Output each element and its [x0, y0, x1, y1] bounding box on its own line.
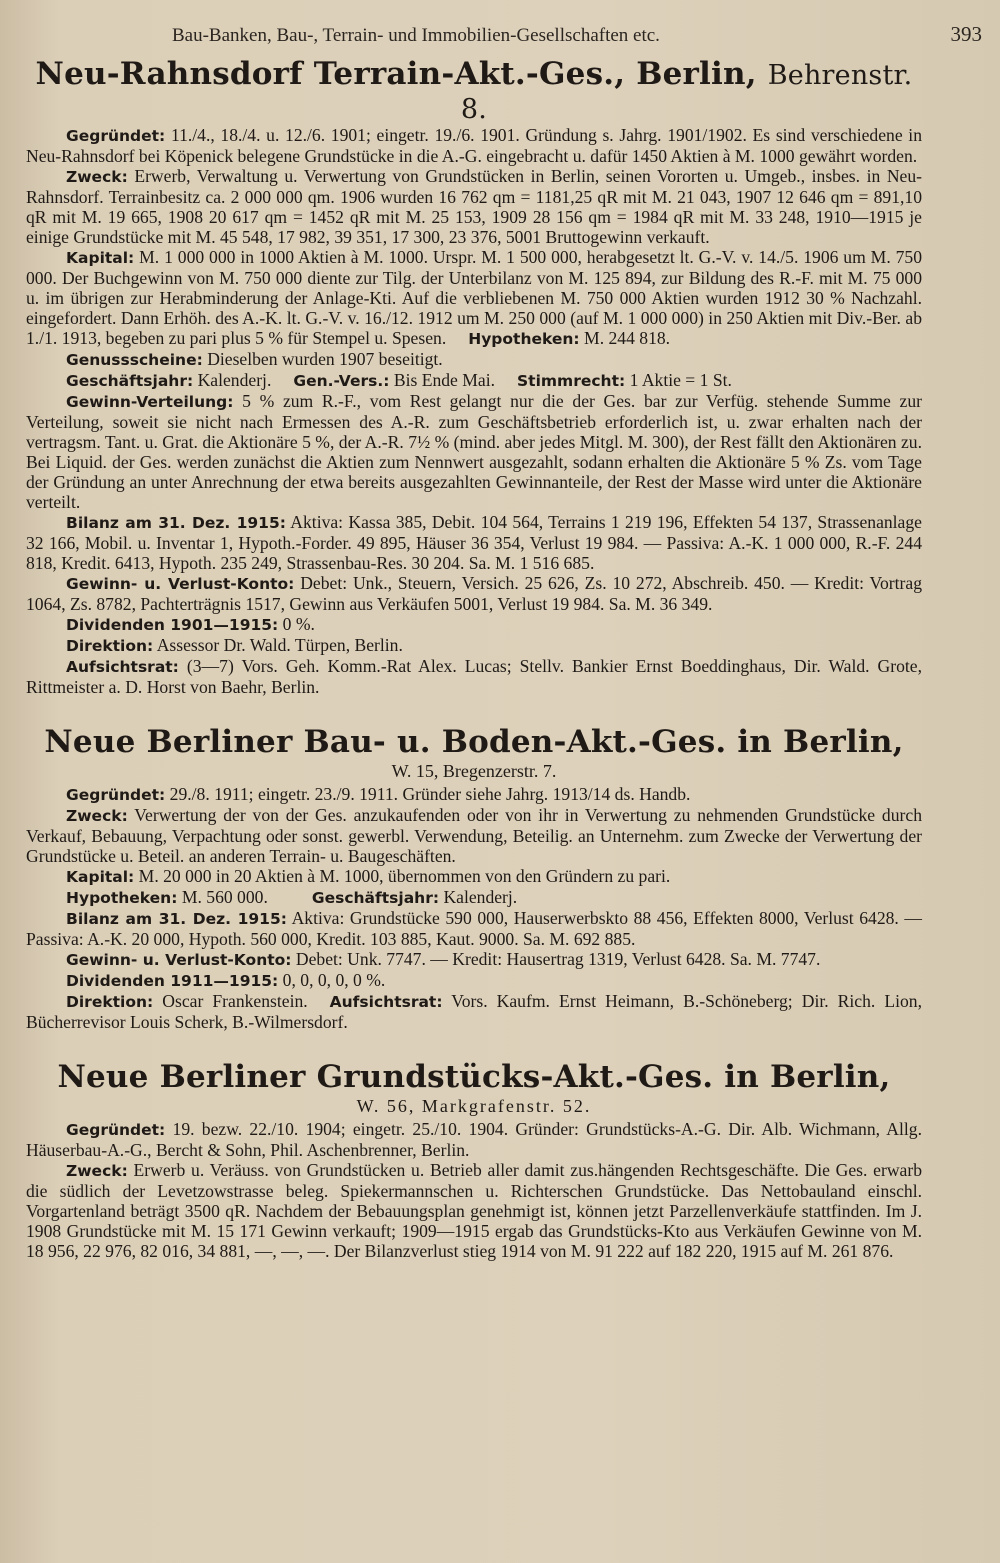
running-header-title: Bau-Banken, Bau-, Terrain- und Immobilien-Gesellschaften etc. [172, 25, 660, 46]
row-label: Kapital: [66, 249, 135, 268]
row-label: Hypotheken: [468, 330, 580, 349]
row-text: M. 20 000 in 20 Aktien à M. 1000, übernommen von den Gründern zu pari. [138, 866, 671, 887]
row-label: Stimmrecht: [517, 372, 626, 391]
row-text: Erwerb, Verwaltung u. Verwertung von Grundstücken in Berlin, seinen Vororten u. Umgeb., insbes. in Neu-Rahnsdorf. Terrainbesitz ca. 2 000 000 qm. 1906 wurden 16 762 qm = 1181,25 qR mit M. 21 043, 1907 12 646 qm = 891,10 qR mit M. 19 665, 1908 20 617 qm = 1452 qR mit M. 25 153, 1909 28 156 qm = 1984 qR mit M. 33 248, 1910—1915 je einige Grundstücke mit M. 45 548, 17 982, 39 351, 17 300, 23 376, 5001 Bruttogewinn verkauft. [26, 166, 922, 248]
row-label: Dividenden 1901—1915: [66, 616, 279, 635]
company-title-address: Behrenstr. 8. [460, 60, 913, 126]
row-label: Geschäftsjahr: [311, 889, 440, 908]
company-title: Neue Berliner Grundstücks-Akt.-Ges. in Berlin, [57, 1059, 891, 1096]
entry-row [26, 970, 922, 991]
row-text: 11./4., 18./4. u. 12./6. 1901; eingetr. 19./6. 1901. Gründung s. Jahrg. 1901/1902. Es sind verschiedene in Neu-Rahnsdorf bei Köpenick belegene Grundstücke in die A.-G. eingebracht u. dafür 1450 Aktien à M. 1000 gewährt worden. [26, 125, 922, 167]
entry-row [26, 1119, 922, 1160]
entry-row [26, 991, 922, 1032]
entry-row [26, 866, 922, 887]
row-label: Zweck: [66, 807, 128, 826]
row-text: (3—7) Vors. Geh. Komm.-Rat Alex. Lucas; Stellv. Bankier Ernst Boeddinghaus, Dir. Wald. Grote, Rittmeister a. D. Horst von Baehr, Berlin. [26, 656, 922, 698]
row-text: 5 % zum R.-F., vom Rest gelangt nur die der Ges. bar zur Verfüg. stehende Summe zur Verteilung, soweit sie nicht nach Ermessen des A.-R. zum Geschäftsbetrieb erforderlich ist, u. zwar erhalten nach der vertragsm. Tant. u. Grat. die Aktionäre 5 %, der A.-R. 7½ % (mind. aber jedes Mitgl. M. 300), der Rest fällt den Aktionären zu. Bei Liquid. der Ges. werden zunächst die Aktien zum Nennwert ausgezahlt, sodann erhalten die Aktionäre 5 % Zs. vom Tage der Gründung an unter Anrechnung der etwa bereits ausgezahlten Gewinnanteile, der Rest der Masse wird unter die Aktionäre verteilt. [26, 391, 922, 513]
entry-row [26, 125, 922, 166]
row-label: Hypotheken: [66, 889, 178, 908]
row-label: Kapital: [66, 868, 135, 887]
row-label: Gegründet: [66, 786, 166, 805]
page-number: 393 [950, 22, 982, 46]
row-text: Erwerb u. Veräuss. von Grundstücken u. Betrieb aller damit zus.hängenden Rechtsgeschäfte. Die Ges. erwarb die südlich der Levetzowstrasse beleg. Spiekermannschen u. Richterschen Grundstücke. Das Nettobauland einschl. Vorgartenland beträgt 3500 qR. Nachdem der Bebauungsplan genehmigt ist, können jetzt Parzellenverkäufe stattfinden. Im J. 1908 Grundstücke mit M. 15 171 Gewinn verkauft; 1909—1915 ergab das Grundstücks-Kto aus Verkäufen Gewinne von M. 18 956, 22 976, 82 016, 34 881, —, —, —. Der Bilanzverlust stieg 1914 von M. 91 222 auf 182 220, 1915 auf M. 261 876. [26, 1160, 923, 1262]
entry-row [26, 887, 922, 908]
row-text: Dieselben wurden 1907 beseitigt. [207, 349, 443, 370]
row-text: Debet: Unk. 7747. — Kredit: Hausertrag 1319, Verlust 6428. Sa. M. 7747. [295, 949, 821, 970]
row-text: Aktiva: Kassa 385, Debit. 104 564, Terrains 1 219 196, Effekten 54 137, Strassenanlage 32 166, Mobil. u. Inventar 1, Hypoth.-Forder. 49 895, Häuser 36 354, Verlust 19 984. — Passiva: A.-K. 1 000 000, R.-F. 244 818, Kredit. 6413, Hypoth. 235 249, Strassenbau-Res. 30 204. Sa. M. 1 516 685. [26, 512, 922, 574]
row-text: M. 560 000. [181, 887, 268, 908]
row-text: 0, 0, 0, 0, 0 %. [282, 970, 386, 991]
row-label: Bilanz am 31. Dez. 1915: [66, 514, 286, 533]
row-label: Geschäftsjahr: [66, 372, 194, 391]
row-label: Direktion: [66, 993, 154, 1012]
row-label: Dividenden 1911—1915: [66, 972, 279, 991]
company-title: Neu-Rahnsdorf Terrain-Akt.-Ges., Berlin, Behrenstr. 8. [35, 56, 913, 126]
row-text: Verwertung der von der Ges. anzukaufenden oder von ihr in Verwertung zu nehmenden Grundstücke durch Verkauf, Bebauung, Verpachtung oder sonst. gewerbl. Verwendung, Beteilig. an Unternehm. zum Zwecke der Verwertung der Grundstücke u. Beteil. an anderen Terrain- u. Baugeschäften. [26, 805, 922, 867]
row-text: Assessor Dr. Wald. Türpen, Berlin. [156, 635, 403, 656]
entry-row [26, 656, 922, 697]
row-text: Bis Ende Mai. [393, 370, 495, 391]
row-text: M. 244 818. [584, 328, 671, 349]
entry-row [26, 512, 922, 573]
row-label: Zweck: [66, 1162, 128, 1181]
row-text: Debet: Unk., Steuern, Versich. 25 626, Zs. 10 272, Abschreib. 450. — Kredit: Vortrag 1064, Zs. 8782, Pachterträgnis 1517, Gewinn aus Verkäufen 5001, Verlust 19 984. Sa. M. 36 349. [26, 573, 922, 615]
row-text: 1 Aktie = 1 St. [629, 370, 732, 391]
row-text: Oscar Frankenstein. [162, 991, 308, 1012]
row-text: Kalenderj. [443, 887, 518, 908]
entry-row [26, 349, 922, 370]
row-text: M. 1 000 000 in 1000 Aktien à M. 1000. Urspr. M. 1 500 000, herabgesetzt lt. G.-V. v. 14./5. 1906 um M. 750 000. Der Buchgewinn von M. 750 000 diente zur Tilg. der Unterbilanz von M. 125 894, zur Bildung des R.-F. mit M. 75 000 u. im übrigen zur Herabminderung der Anlage-Kti. Auf die verbliebenen M. 750 000 Aktien wurden 1912 30 % Nachzahl. eingefordert. Dann Erhöh. des A.-K. lt. G.-V. v. 16./12. 1912 um M. 250 000 (auf M. 1 000 000) in 250 Aktien mit Div.-Ber. ab 1./1. 1913, begeben zu pari plus 5 % für Stempel u. Spesen. [26, 247, 922, 349]
entry-row [26, 908, 922, 949]
row-label: Gegründet: [66, 127, 166, 146]
company-entry [26, 57, 922, 697]
row-label: Gewinn- u. Verlust-Konto: [66, 575, 295, 594]
row-text: Aktiva: Grundstücke 590 000, Hauserwerbskto 88 456, Effekten 8000, Verlust 6428. — Passiva: A.-K. 20 000, Hypoth. 560 000, Kredit. 103 885, Kaut. 9000. Sa. M. 692 885. [26, 908, 922, 950]
row-label: Zweck: [66, 168, 128, 187]
company-entry [26, 725, 922, 1032]
row-text: Vors. Kaufm. Ernst Heimann, B.-Schöneberg; Dir. Rich. Lion, Bücherrevisor Louis Scherk, B.-Wilmersdorf. [26, 991, 922, 1033]
company-address: W. 56, Markgrafenstr. 52. [356, 1096, 592, 1117]
entry-row [26, 805, 922, 866]
row-text: 19. bezw. 22./10. 1904; eingetr. 25./10. 1904. Gründer: Grundstücks-A.-G. Dir. Alb. Wichmann, Allg. Häuserbau-A.-G., Bercht & Sohn, Phil. Aschenbrenner, Berlin. [26, 1119, 922, 1161]
row-text: Kalenderj. [197, 370, 272, 391]
entry-row [26, 573, 922, 614]
entry-row [26, 166, 922, 247]
row-text: 0 %. [282, 614, 315, 635]
row-text: 29./8. 1911; eingetr. 23./9. 1911. Gründer siehe Jahrg. 1913/14 ds. Handb. [169, 784, 691, 805]
entry-row [26, 370, 922, 391]
row-label: Bilanz am 31. Dez. 1915: [66, 910, 287, 929]
company-entry [26, 1060, 922, 1261]
entry-row [26, 614, 922, 635]
entry-row [26, 949, 922, 970]
row-label: Gegründet: [66, 1121, 166, 1140]
row-label: Direktion: [66, 637, 154, 656]
row-label: Aufsichtsrat: [66, 658, 179, 677]
company-title: Neue Berliner Bau- u. Boden-Akt.-Ges. in Berlin, [44, 724, 904, 761]
row-label: Genussscheine: [66, 351, 203, 370]
row-label: Gen.-Vers.: [293, 372, 390, 391]
row-label: Aufsichtsrat: [329, 993, 443, 1012]
running-header [26, 22, 982, 47]
entry-row [26, 391, 922, 512]
entry-row [26, 784, 922, 805]
row-label: Gewinn-Verteilung: [66, 393, 234, 412]
company-address: W. 15, Bregenzerstr. 7. [391, 761, 557, 782]
entry-row [26, 1160, 922, 1261]
entry-row [26, 247, 922, 349]
entry-row [26, 635, 922, 656]
row-label: Gewinn- u. Verlust-Konto: [66, 951, 292, 970]
